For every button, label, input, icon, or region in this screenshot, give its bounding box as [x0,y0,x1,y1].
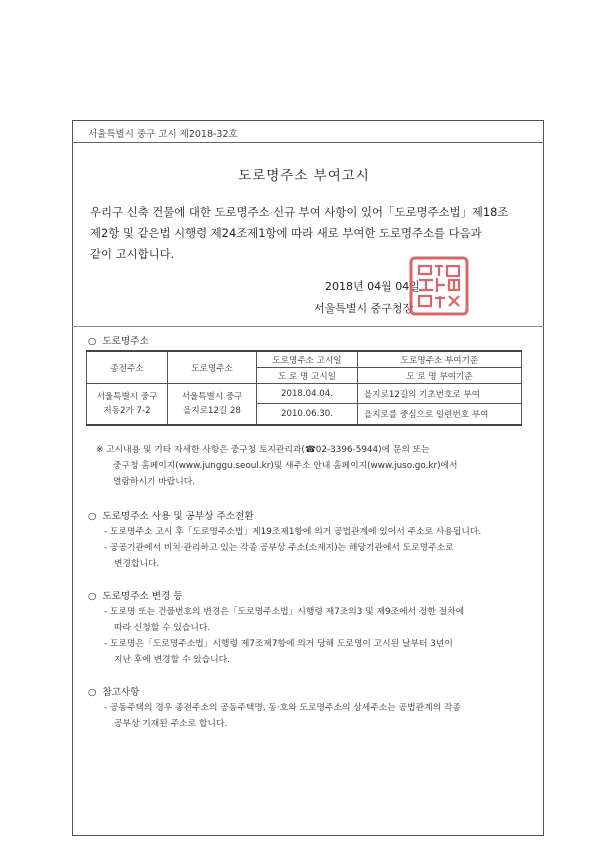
list-item: - 공동주택의 경우 종전주소의 공동주택명, 동·호와 도로명주소의 상세주소는 공법관계의 각종 [104,703,461,713]
issuer-name: 서울특별시 중구청장 [314,302,414,315]
section-heading [88,508,254,522]
section-heading [88,588,183,602]
list-item: - 도로명 또는 건물번호의 변경은「도로명주소법」시행령 제7조의3 및 제9조에서 정한 절차에 [104,607,465,617]
old-address-cell [87,384,168,426]
road-notice-date-cell: 2010.06.30. [257,404,358,426]
list-item-continuation: 공부상 기재된 주소로 합니다. [114,719,228,729]
list-item: - 도로명주소 고시 후「도로명주소법」제19조제1항에 의거 공법관계에 있어서 주소로 사용됩니다. [104,527,482,537]
section-heading [88,333,149,347]
table-header-road-basis: 도 로 명 부여기준 [358,368,522,384]
list-item-continuation: 변경합니다. [114,559,160,569]
paragraph-line: 우리구 신축 건물에 대한 도로명주소 신규 부여 사항이 있어「도로명주소법」제18조 [90,205,509,219]
list-item: - 도로명은「도로명주소법」시행령 제7조제7항에 의거 당해 도로명이 고시된 날부터 3년이 [104,639,453,649]
table-header-address-basis: 도로명주소 부여기준 [358,351,522,368]
inquiry-note [96,442,458,490]
table-header-road-notice-date: 도 로 명 고시일 [257,368,358,384]
section-list [104,700,461,732]
section-heading [88,684,139,698]
old-address-line: 서울특별시 중구 [96,392,158,402]
section-list [104,604,464,668]
list-item-continuation: 지난 후에 변경할 수 있습니다. [114,655,230,665]
circle-bullet-icon: ○ [88,591,97,602]
official-seal [409,256,469,316]
notice-date: 2018년 04월 04일 [325,280,420,293]
note-line: 중구청 홈페이지(www.junggu.seoul.kr)및 새주소 안내 홈페이지(www.juso.go.kr)에서 [113,461,458,471]
paragraph-line: 제2항 및 같은법 시행령 제24조제1항에 따라 새로 부여한 도로명주소를 다음과 [90,226,482,240]
circle-bullet-icon: ○ [88,511,97,522]
note-line: 열람하시기 바랍니다. [113,477,196,487]
old-address-line: 저동2가 7-2 [103,406,151,416]
note-line: ※ 고시내용 및 기타 자세한 사항은 중구청 토지관리과(☎02-3396-5944)에 문의 또는 [96,445,430,455]
section-heading-text: 도로명주소 변경 등 [102,591,183,602]
table-header-old-address: 종전주소 [87,351,168,384]
address-basis-cell: 을지로12길의 기초번호로 부여 [358,384,522,404]
new-address-cell [168,384,257,426]
section-heading-text: 참고사항 [102,687,140,698]
section-list [104,524,481,572]
new-address-line: 서울특별시 중구 [181,392,243,402]
road-basis-cell: 을지로를 중심으로 일련번호 부여 [358,404,522,426]
new-address-line: 을지로12길 28 [183,406,241,416]
table-header-new-address: 도로명주소 [168,351,257,384]
table-header-address-notice-date: 도로명주소 고시일 [257,351,358,368]
section-heading-text: 도로명주소 사용 및 공부상 주소전환 [102,511,254,522]
header-divider [72,142,544,143]
list-item: - 공공기관에서 비치·관리하고 있는 각종 공부상 주소(소재지)는 해당기관에서 도로명주소로 [104,543,454,553]
circle-bullet-icon: ○ [88,687,97,698]
section-divider [72,326,544,327]
document-title: 도로명주소 부여고시 [238,168,370,184]
list-item-continuation: 따라 신청할 수 있습니다. [114,623,211,633]
circle-bullet-icon: ○ [88,336,97,347]
notice-number: 서울특별시 중구 고시 제2018-32호 [88,129,238,140]
address-notice-date-cell: 2018.04.04. [257,384,358,404]
paragraph-line: 같이 고시합니다. [90,247,175,261]
address-table [86,350,522,426]
section-heading-text: 도로명주소 [102,336,149,347]
